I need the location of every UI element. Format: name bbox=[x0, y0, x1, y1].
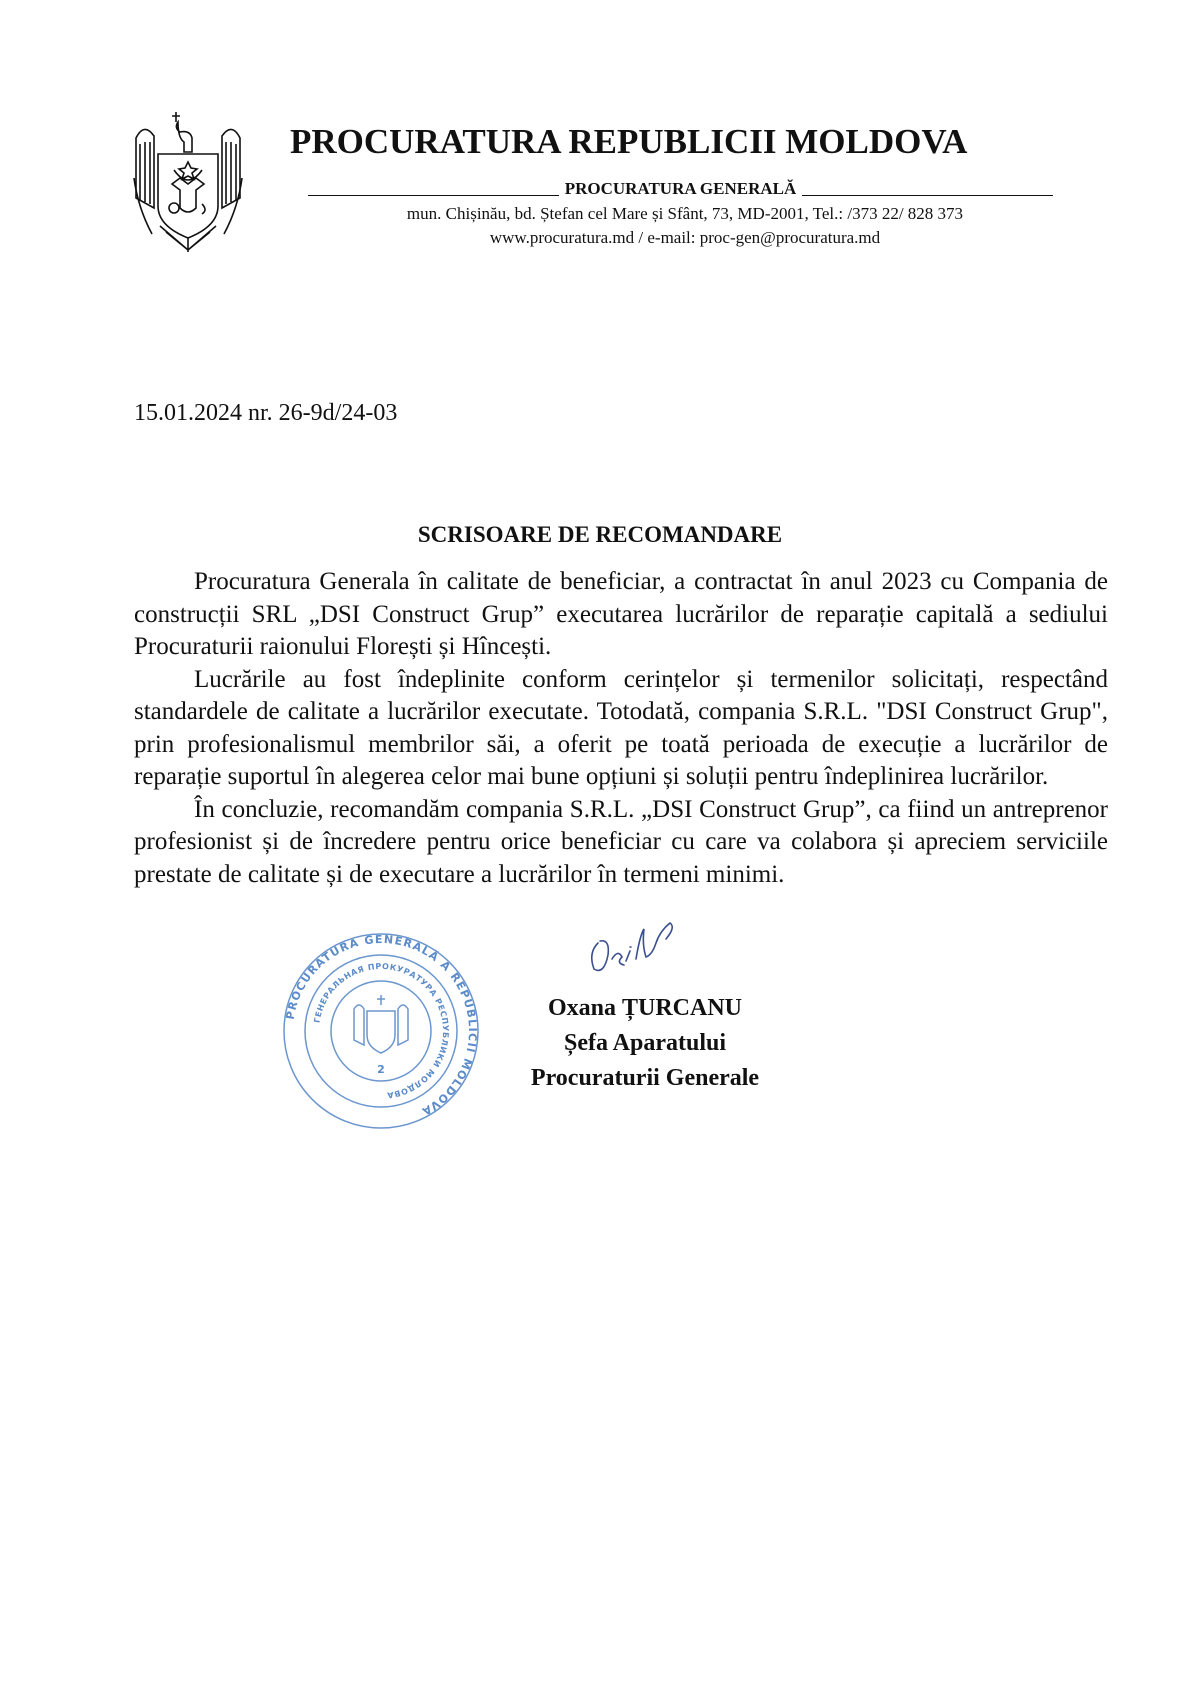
svg-text:ГЕНЕРАЛЬНАЯ ПРОКУРАТУРА РЕСПУБ bbox=[313, 962, 451, 1100]
stamp-outer-text: PROCURATURA GENERALĂ A REPUBLICII MOLDOVA bbox=[283, 933, 480, 1119]
handwritten-signature bbox=[580, 913, 690, 983]
paragraph-1: Procuratura Generala în calitate de beneficiar, a contractat în anul 2023 cu Compania de construcții SRL „DSI Construct Grup” executarea lucrărilor de reparație capitală a sediului Procuraturii raionului Florești și Hîncești. bbox=[134, 568, 1108, 660]
signatory-position: Șefa Aparatului bbox=[563, 1030, 727, 1056]
department-name: PROCURATURA GENERALĂ bbox=[564, 179, 797, 198]
reference-number: 15.01.2024 nr. 26-9d/24-03 bbox=[134, 400, 398, 426]
institution-contacts: www.procuratura.md / e-mail: proc-gen@procuratura.md bbox=[489, 228, 881, 247]
header-rule-left bbox=[308, 195, 559, 197]
department-line bbox=[308, 176, 1053, 200]
letterhead bbox=[0, 0, 1200, 270]
coat-of-arms-icon bbox=[132, 108, 244, 258]
letter-content bbox=[0, 398, 1200, 1133]
official-stamp bbox=[272, 933, 490, 1129]
institution-address: mun. Chișinău, bd. Ștefan cel Mare și Sfânt, 73, MD-2001, Tel.: /373 22/ 828 373 bbox=[406, 204, 964, 223]
signatory-name: Oxana ȚURCANU bbox=[547, 995, 742, 1021]
paragraph-2: Lucrările au fost îndeplinite conform cerințelor și termenilor solicitați, respectând standardele de calitate a lucrărilor executate. Totodată, compania S.R.L. "DSI Construct Grup", prin profesionalismul membrilor săi, a oferit pe toată perioada de execuție a lucrărilor de reparație suportul în alegerea celor mai bune opțiuni și soluții pentru îndeplinirea lucrărilor. bbox=[134, 665, 1108, 790]
signatory-department: Procuraturii Generale bbox=[530, 1065, 760, 1091]
signatory-block bbox=[500, 991, 790, 1096]
stamp-inner-text: ГЕНЕРАЛЬНАЯ ПРОКУРАТУРА РЕСПУБЛИКИ МОЛДОВА bbox=[312, 961, 451, 1100]
header-rule-right bbox=[802, 195, 1053, 197]
document-title: SCRISOARE DE RECOMANDARE bbox=[417, 522, 783, 547]
stamp-number: 2 bbox=[377, 1063, 385, 1076]
paragraph-3: În concluzie, recomandăm compania S.R.L. „DSI Construct Grup”, ca fiind un antreprenor profesionist și de încredere pentru orice beneficiar cu care va colabora și apreciem serviciile prestate de calitate și de executare a lucrărilor în termeni minimi. bbox=[134, 795, 1108, 888]
signature-area bbox=[134, 913, 1108, 1133]
institution-name: PROCURATURA REPUBLICII MOLDOVA bbox=[290, 122, 968, 161]
letter-body bbox=[134, 566, 1108, 891]
